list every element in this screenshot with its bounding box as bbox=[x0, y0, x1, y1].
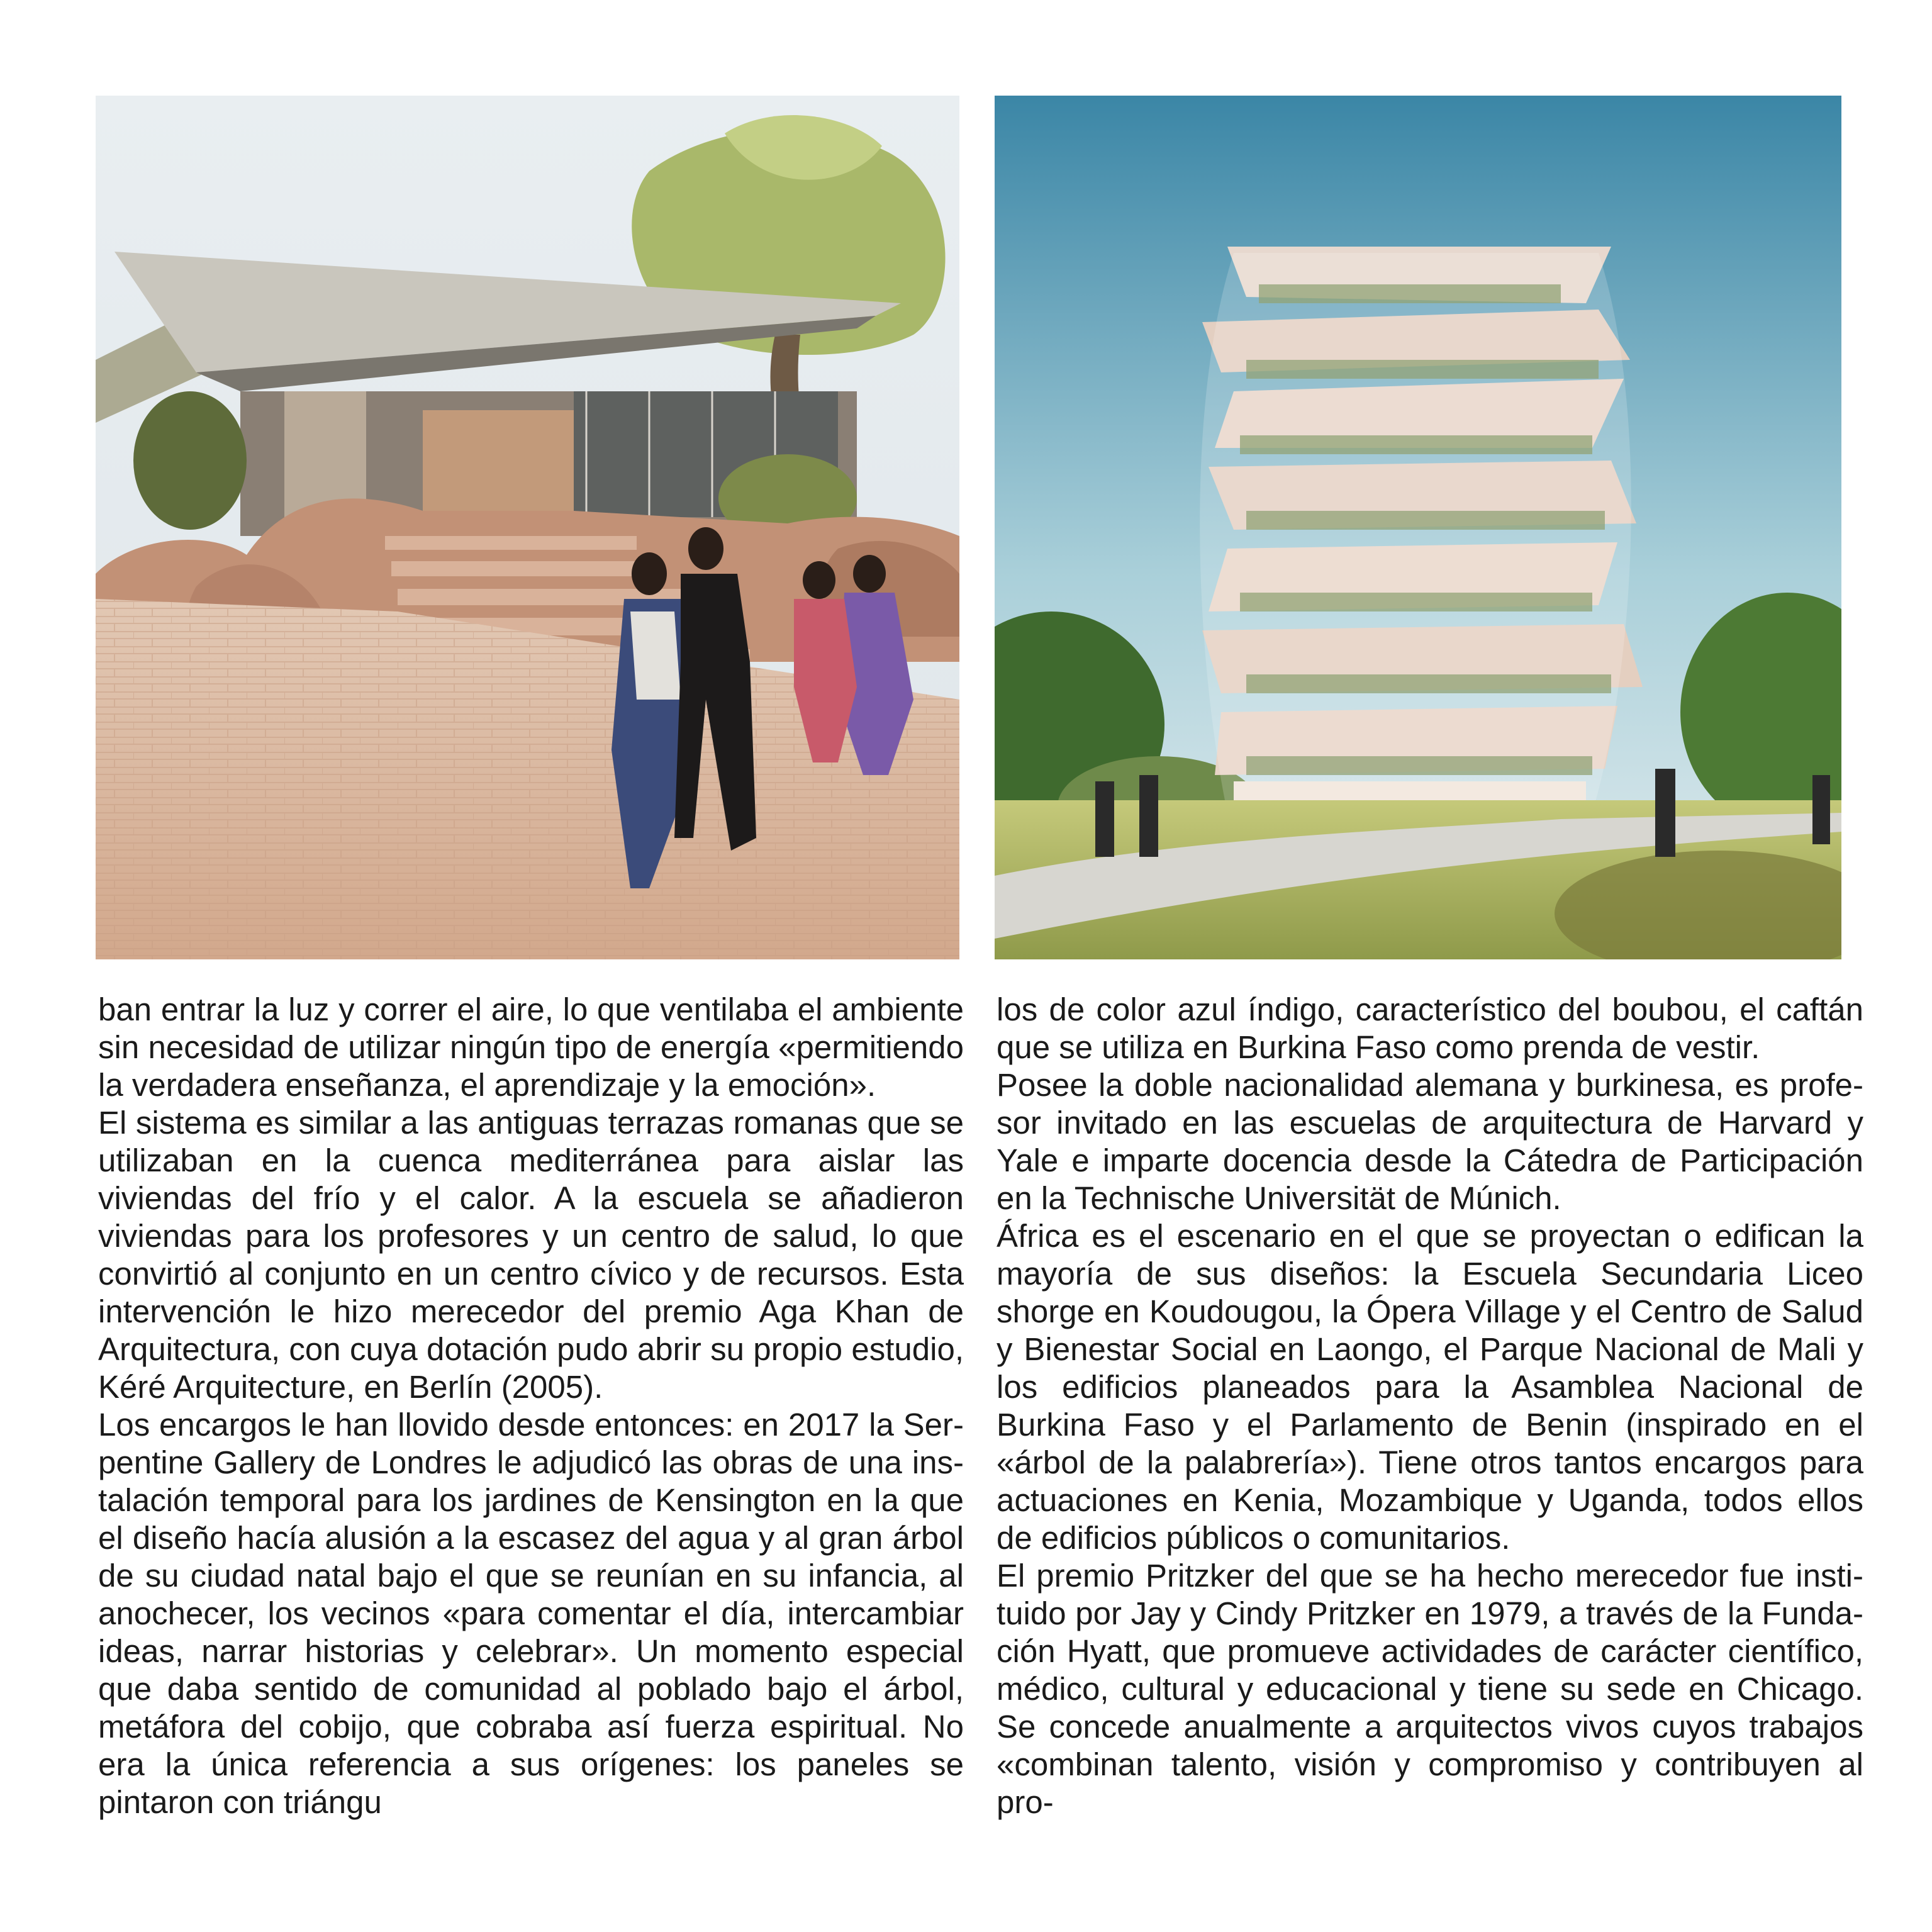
paragraph: El premio Pritzker del que se ha hecho merecedor fue instituido por Jay y Cindy Pritzker en 1979, a través de la Fundación Hyatt, que promueve actividades de carácter científico, médico, cultural y educacional y tiene su sede en Chicago. Se concede anualmente a arquitectos vivos cuyos trabajos «combinan talento, visión y compromiso y contribuyen al pro- bbox=[997, 1558, 1863, 1820]
body-text-left-column bbox=[98, 991, 964, 1821]
tower-rendering-photo bbox=[995, 96, 1841, 959]
paragraph: Los encargos le han llovido desde entonces: en 2017 la Serpentine Gallery de Londres le adjudicó las obras de una instalación temporal para los jardines de Kensington en la que el diseño hacía alusión a la escasez del agua y al gran árbol de su ciudad natal bajo el que se reunían en su infancia, al anochecer, los vecinos «para comentar el día, intercambiar ideas, narrar historias y celebrar». Un momento especial que daba sentido de comunidad al poblado bajo el árbol, metáfora del cobijo, que cobraba así fuerza espiritual. No era la única referencia a sus orígenes: los paneles se pintaron con triángu bbox=[98, 1407, 964, 1820]
school-building-photo bbox=[96, 96, 959, 959]
paragraph: El sistema es similar a las antiguas terrazas romanas que se utilizaban en la cuenca mediterránea para aislar las viviendas del frío y el calor. A la escuela se añadieron viviendas para los profesores y un centro de salud, lo que convirtió al conjunto en un centro cívico y de recursos. Esta intervención le hizo merecedor del premio Aga Khan de Arquitectura, con cuya dotación pudo abrir su propio estudio, Kéré Arquitecture, en Berlín (2005). bbox=[98, 1105, 964, 1405]
body-text-right-column bbox=[997, 991, 1863, 1821]
paragraph: Posee la doble nacionalidad alemana y burkinesa, es profesor invitado en las escuelas de arquitectura de Harvard y Yale e imparte docencia desde la Cátedra de Participación en la Technische Universität de Múnich. bbox=[997, 1067, 1863, 1216]
paragraph: los de color azul índigo, característico del boubou, el caftán que se utiliza en Burkina Faso como prenda de vestir. bbox=[997, 991, 1863, 1065]
paragraph: África es el escenario en el que se proyectan o edifican la mayoría de sus diseños: la Escuela Secundaria Liceo shorge en Koudougou, la Ópera Village y el Centro de Salud y Bienestar Social en Laongo, el Parque Nacional de Mali y los edificios planeados para la Asamblea Nacional de Burkina Faso y el Parlamento de Benin (inspirado en el «árbol de la palabrería»). Tiene otros tantos encargos para actuaciones en Kenia, Mozambique y Uganda, todos ellos de edificios públicos o comunitarios. bbox=[997, 1218, 1863, 1556]
paragraph: ban entrar la luz y correr el aire, lo que ventilaba el ambiente sin necesidad de utilizar ningún tipo de energía «permitiendo la verdadera enseñanza, el aprendizaje y la emoción». bbox=[98, 991, 964, 1103]
